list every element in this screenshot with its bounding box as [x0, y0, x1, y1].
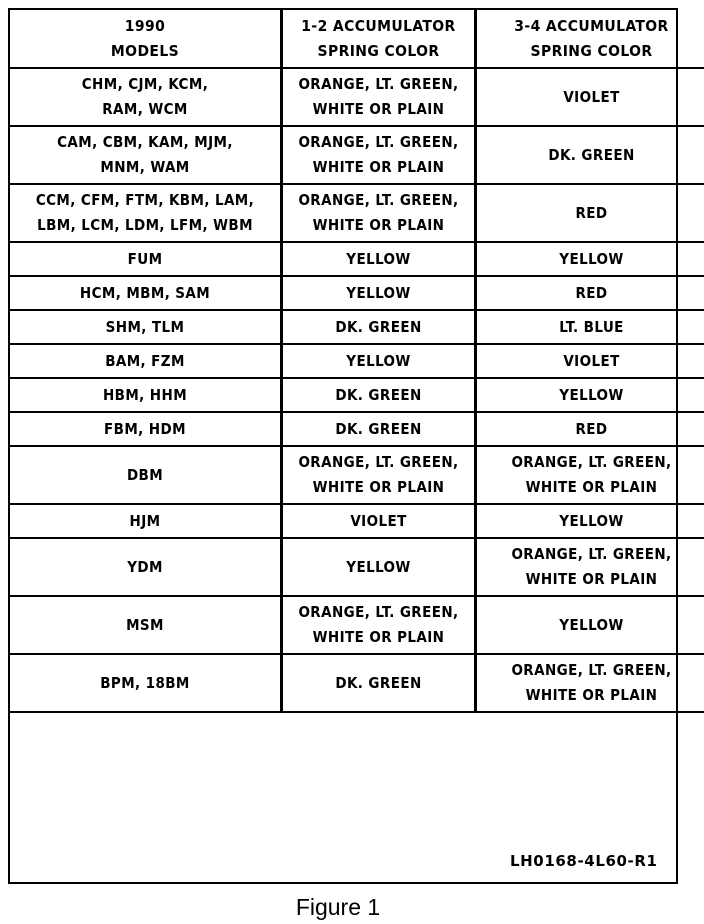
table-row: [10, 596, 704, 654]
cell-1-2-spring-color: DK. GREEN: [282, 654, 476, 712]
header-1-2-spring-color: 1-2 ACCUMULATOR SPRING COLOR: [282, 10, 476, 68]
cell-3-4-spring-color: VIOLET: [563, 351, 620, 370]
cell-3-4-spring-color: RED: [575, 203, 608, 222]
cell-3-4-spring-color: YELLOW: [559, 615, 624, 634]
cell-models: MSM: [10, 596, 282, 654]
cell-1-2-spring-color: YELLOW: [282, 344, 476, 378]
cell-1-2-spring-color: ORANGE, LT. GREEN, WHITE OR PLAIN: [282, 184, 476, 242]
table-header-row: [10, 10, 704, 68]
cell-models: FUM: [10, 242, 282, 276]
cell-1-2-spring-color: DK. GREEN: [282, 412, 476, 446]
cell-models: SHM, TLM: [10, 310, 282, 344]
cell-models: BAM, FZM: [10, 344, 282, 378]
cell-models: CAM, CBM, KAM, MJM, MNM, WAM: [10, 126, 282, 184]
cell-models: YDM: [10, 538, 282, 596]
cell-models: HJM: [10, 504, 282, 538]
cell-models: DBM: [10, 446, 282, 504]
cell-1-2-spring-color: ORANGE, LT. GREEN, WHITE OR PLAIN: [282, 596, 476, 654]
reference-code: LH0168-4L60-R1: [510, 852, 658, 870]
table-row: [10, 276, 704, 310]
table-row: [10, 184, 704, 242]
cell-1-2-spring-color: ORANGE, LT. GREEN, WHITE OR PLAIN: [282, 126, 476, 184]
header-3-4-spring-color: 3-4 ACCUMULATOR SPRING COLOR: [514, 16, 669, 60]
cell-models: HCM, MBM, SAM: [10, 276, 282, 310]
table-row: [10, 126, 704, 184]
cell-models: FBM, HDM: [10, 412, 282, 446]
cell-1-2-spring-color: ORANGE, LT. GREEN, WHITE OR PLAIN: [282, 446, 476, 504]
cell-3-4-spring-color: DK. GREEN: [548, 145, 635, 164]
header-models: 1990 MODELS: [10, 10, 282, 68]
table-row: [10, 412, 704, 446]
cell-1-2-spring-color: ORANGE, LT. GREEN, WHITE OR PLAIN: [282, 68, 476, 126]
table-row: [10, 446, 704, 504]
cell-3-4-spring-color: RED: [575, 419, 608, 438]
table-row: [10, 538, 704, 596]
table-row: [10, 310, 704, 344]
cell-1-2-spring-color: YELLOW: [282, 538, 476, 596]
cell-models: CHM, CJM, KCM, RAM, WCM: [10, 68, 282, 126]
accumulator-spring-table: [10, 10, 704, 713]
cell-3-4-spring-color: VIOLET: [563, 87, 620, 106]
table-row: [10, 242, 704, 276]
table-row: [10, 68, 704, 126]
table-row: [10, 654, 704, 712]
cell-3-4-spring-color: YELLOW: [559, 385, 624, 404]
table-row: [10, 378, 704, 412]
cell-1-2-spring-color: YELLOW: [282, 242, 476, 276]
cell-models: HBM, HHM: [10, 378, 282, 412]
cell-models: BPM, 18BM: [10, 654, 282, 712]
cell-3-4-spring-color: ORANGE, LT. GREEN, WHITE OR PLAIN: [511, 545, 672, 588]
table-row: [10, 504, 704, 538]
table-row: [10, 344, 704, 378]
cell-3-4-spring-color: ORANGE, LT. GREEN, WHITE OR PLAIN: [511, 453, 672, 496]
cell-3-4-spring-color: YELLOW: [559, 511, 624, 530]
cell-1-2-spring-color: VIOLET: [282, 504, 476, 538]
cell-3-4-spring-color: LT. BLUE: [559, 317, 624, 336]
cell-1-2-spring-color: DK. GREEN: [282, 310, 476, 344]
cell-3-4-spring-color: RED: [575, 283, 608, 302]
cell-3-4-spring-color: ORANGE, LT. GREEN, WHITE OR PLAIN: [511, 661, 672, 704]
cell-3-4-spring-color: YELLOW: [559, 249, 624, 268]
cell-1-2-spring-color: YELLOW: [282, 276, 476, 310]
cell-1-2-spring-color: DK. GREEN: [282, 378, 476, 412]
cell-models: CCM, CFM, FTM, KBM, LAM, LBM, LCM, LDM, LFM, WBM: [10, 184, 282, 242]
figure-frame: [8, 8, 678, 884]
figure-caption: Figure 1: [295, 894, 381, 920]
